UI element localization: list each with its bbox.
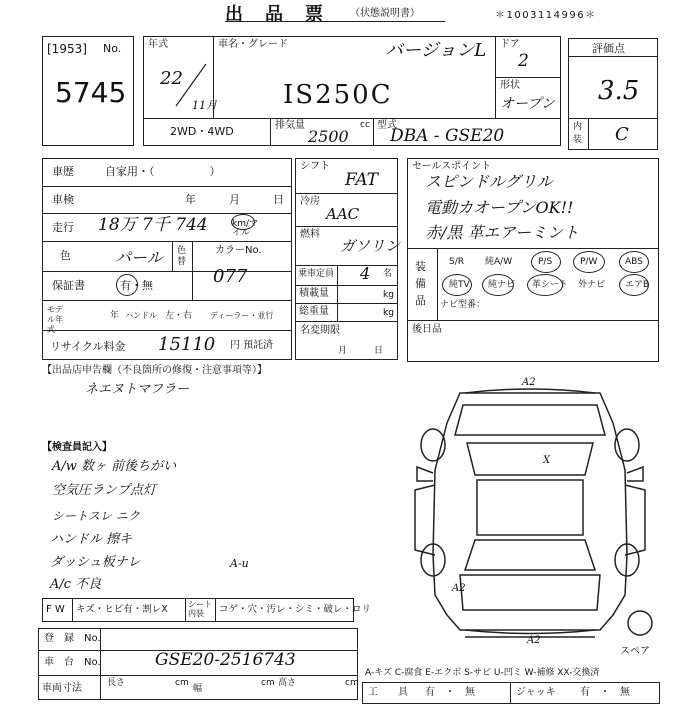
form-title: 出 品 票 — [225, 4, 325, 25]
displacement-value: 2500 — [308, 127, 349, 146]
equip-tv: 純TV — [449, 280, 470, 290]
sales-line-2: 電動カオープンOK!! — [425, 198, 574, 217]
mileage-value: 18万 7千 744 — [98, 215, 208, 235]
spare-label: スペア — [620, 646, 650, 657]
interior-value: C — [615, 124, 629, 145]
ac-label: 冷房 — [300, 196, 320, 207]
reg-no-label: 登 録 No. — [44, 633, 101, 644]
equip-abs: ABS — [625, 257, 643, 267]
year-label: 年式 — [148, 39, 168, 50]
door-label: ドア — [500, 39, 520, 50]
inspection-label: 車検 — [52, 193, 74, 206]
dims-width: 幅 — [193, 684, 203, 694]
inspector-line-3: シートスレ ニク — [52, 509, 140, 523]
seat-label: シート内装 — [188, 600, 212, 618]
year-value: 22 — [160, 68, 183, 89]
equip-navi: 純ナビ — [488, 280, 516, 290]
inspector-line-4: ハンドル 擦キ — [50, 532, 133, 547]
type-label: 型式 — [377, 120, 397, 131]
color-label: 色 — [60, 249, 71, 262]
inspector-line-6: A/c 不良 — [50, 577, 102, 592]
shape-label: 形状 — [500, 80, 520, 91]
shift-value: FAT — [345, 170, 379, 190]
drive-label: 2WD・4WD — [170, 125, 234, 138]
notes-label: 【出品店申告欄（不良箇所の修復・注意事項等）】 — [42, 365, 267, 376]
diagram-mark-3: A2 — [452, 583, 466, 594]
mileage-label: 走行 — [52, 221, 74, 234]
fw-label: F W — [46, 604, 65, 615]
history-label: 車歴 — [52, 165, 74, 178]
grade-value: バージョンL — [385, 40, 487, 61]
gross-unit: kg — [383, 308, 394, 318]
inspector-line-2: 空気圧ランプ点灯 — [52, 483, 157, 498]
dims-label: 車両寸法 — [42, 683, 82, 694]
load-unit: kg — [383, 290, 394, 300]
equip-aw: 純A/W — [485, 257, 513, 267]
equip-ext-navi: 外ナビ — [578, 280, 606, 290]
seat-items: コゲ・穴・汚レ・シミ・破レ・ロリ — [219, 604, 372, 615]
sales-label: セールスポイント — [412, 161, 492, 172]
handle-label: ハンドル — [125, 311, 157, 320]
rear-label: 後日品 — [412, 324, 442, 335]
notes-line-1: ネエヌトマフラー — [85, 382, 190, 397]
fuel-label: 燃料 — [300, 229, 320, 240]
reg-change-value: 月 日 — [338, 346, 384, 356]
equipment-label: 装備品 — [415, 260, 426, 307]
lot-number: 5745 — [55, 76, 127, 109]
score-value: 3.5 — [598, 76, 640, 106]
equip-ps: P/S — [538, 257, 553, 267]
dims-length-unit: cm — [175, 678, 189, 688]
type-value: DBA - GSE20 — [390, 126, 505, 146]
dims-length: 長さ — [107, 678, 126, 688]
km-circle — [231, 214, 255, 230]
tools-label: 工 具 — [368, 687, 408, 698]
diagram-mark-1: A2 — [522, 377, 536, 388]
jack-value: 有 ・ 無 — [580, 687, 630, 698]
lot-no-label: No. — [103, 42, 122, 55]
sales-line-3: 赤/黒 革エアーミント — [425, 223, 579, 242]
navi-label: ナビ型番： — [440, 300, 486, 310]
gross-label: 総重量 — [299, 306, 329, 317]
capacity-label: 乗車定員 — [298, 269, 335, 279]
ac-value: AAC — [326, 205, 360, 223]
sales-line-1: スピンドルグリル — [425, 172, 553, 191]
year-slash — [170, 60, 210, 110]
fuel-value: ガソリン — [340, 237, 401, 255]
shift-label: シフト — [300, 161, 330, 172]
load-label: 積載量 — [299, 288, 329, 299]
inspector-mark: A-u — [230, 557, 249, 570]
recycle-label: リサイクル料金 — [50, 340, 126, 353]
inspector-line-1: A/w 数ヶ 前後ちがい — [52, 459, 177, 474]
lot-year: [1953] — [47, 42, 87, 56]
diagram-mark-2: X — [543, 455, 551, 466]
form-subtitle: （状態説明書） — [350, 8, 420, 19]
jack-label: ジャッキ — [516, 687, 556, 698]
recycle-unit: 円 預託済 — [230, 340, 274, 351]
serial-number: ＊1003114996＊ — [495, 10, 597, 21]
door-value: 2 — [518, 51, 529, 71]
equip-leather: 革シート — [532, 280, 569, 290]
color-value: パール — [115, 248, 163, 267]
dealer-label: ディーラー・並行 — [210, 311, 274, 320]
recycle-value: 15110 — [158, 334, 216, 355]
dims-height-unit: cm — [345, 678, 359, 688]
model-year-label: モデル年式 — [47, 305, 63, 334]
chassis-label: 車 台 No. — [44, 657, 101, 668]
inspector-label: 【検査員記入】 — [42, 442, 112, 453]
tools-value: 有 ・ 無 — [425, 687, 475, 698]
reg-change-label: 名変期限 — [300, 325, 340, 336]
capacity-unit: 名 — [383, 269, 393, 279]
score-label: 評価点 — [592, 42, 625, 55]
warranty-value: 有・無 — [120, 279, 153, 292]
handle-value: 左・右 — [165, 311, 193, 321]
color-no-label: カラーNo. — [215, 245, 262, 256]
color-change-label: 色替 — [177, 246, 187, 267]
equip-pw: P/W — [580, 257, 598, 267]
history-value: 自家用・（ ） — [105, 165, 221, 178]
shape-value: オープン — [500, 96, 555, 112]
equip-sr: S/R — [449, 257, 464, 267]
fw-items: キズ・ヒビ有・割レX — [76, 604, 168, 615]
capacity-value: 4 — [360, 264, 371, 283]
warranty-circle — [116, 274, 138, 296]
name-label: 車名・グレード — [218, 39, 288, 50]
interior-label: 内装 — [573, 122, 583, 145]
warranty-label: 保証書 — [52, 279, 85, 292]
month-value: 11月 — [192, 99, 217, 112]
mileage-unit: km/マイル — [232, 219, 259, 238]
inspection-value: 年 月 日 — [185, 193, 284, 206]
damage-legend: A-キズ C-腐食 E-エクボ S-サビ U-凹ミ W-補修 XX-交換済 — [365, 668, 600, 678]
model-year-unit: 年 — [110, 311, 120, 321]
equip-airbag: エアB — [625, 280, 650, 290]
dims-height: 高さ — [278, 678, 297, 688]
model-value: IS250C — [283, 80, 393, 110]
dims-width-unit: cm — [261, 678, 275, 688]
inspector-line-5: ダッシュ板ナレ — [50, 555, 141, 570]
car-damage-diagram — [405, 375, 675, 650]
diagram-mark-4: A2 — [527, 635, 541, 646]
displacement-unit: cc — [360, 120, 370, 130]
chassis-value: GSE20-2516743 — [155, 650, 296, 670]
header-rule — [225, 21, 445, 22]
displacement-label: 排気量 — [275, 120, 305, 131]
color-no-value: 077 — [213, 266, 248, 287]
